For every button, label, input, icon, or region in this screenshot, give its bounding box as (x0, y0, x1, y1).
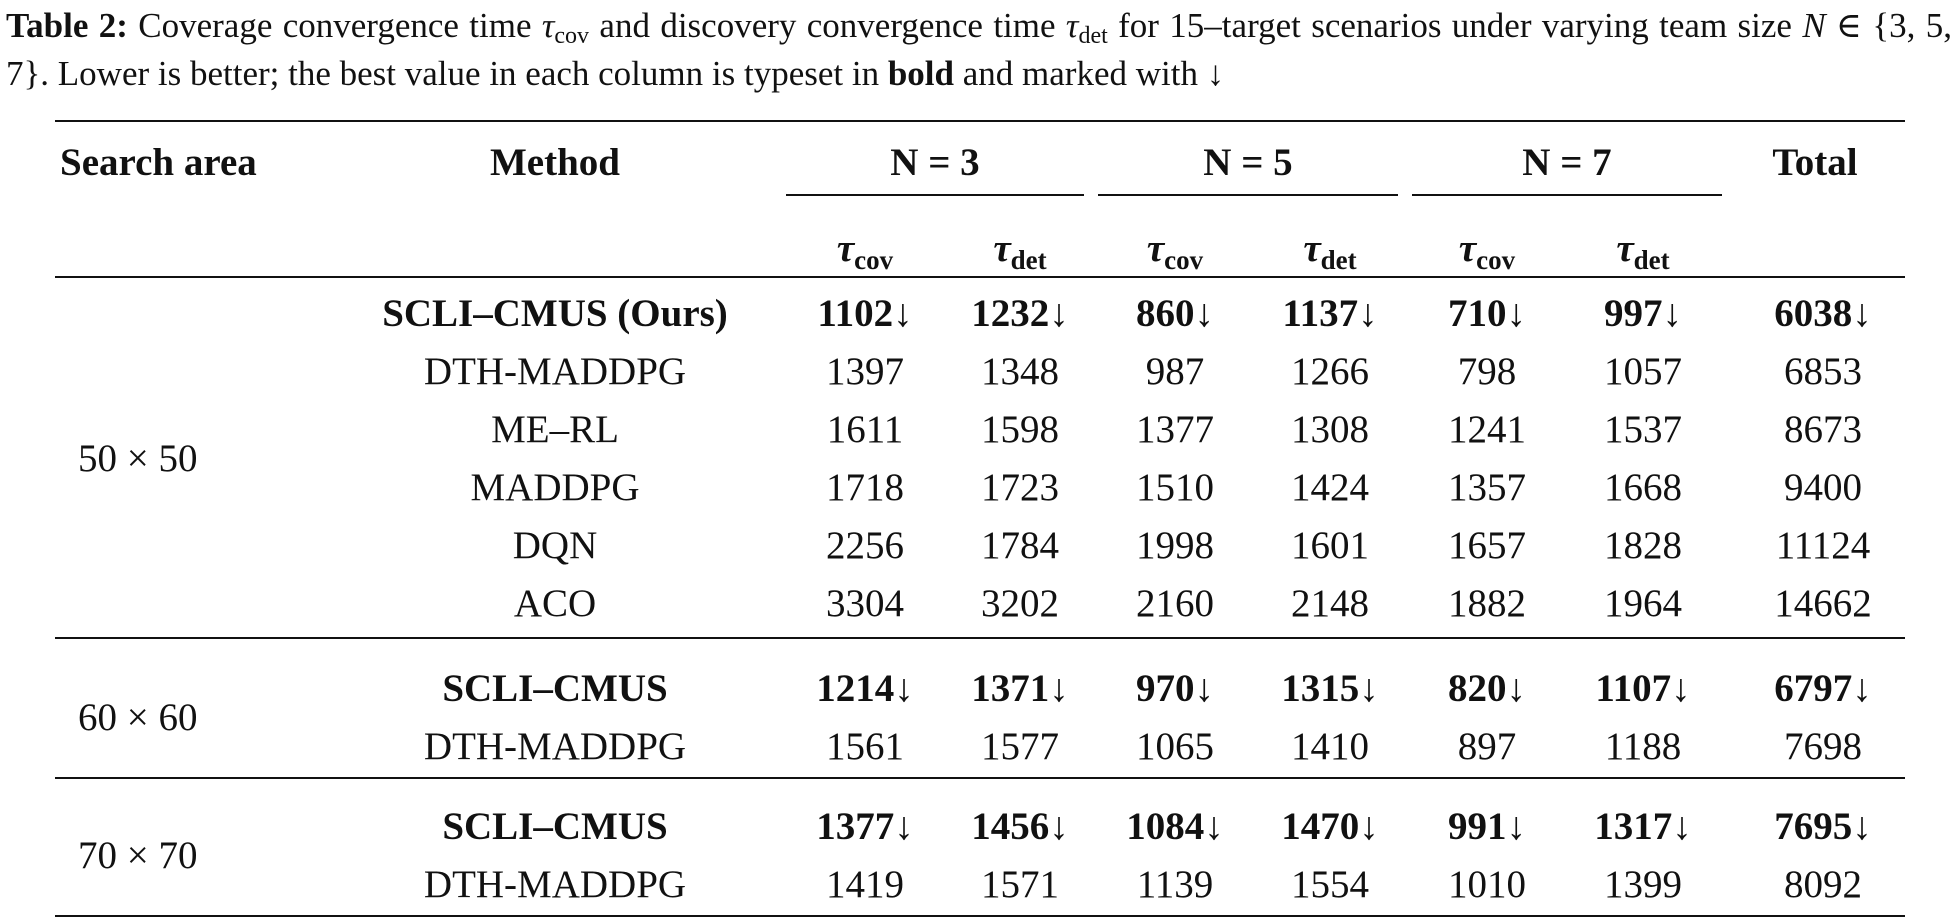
header-n7: N = 7 (1522, 141, 1612, 184)
method-name: MADDPG (470, 466, 640, 509)
metric-value: 860↓ (1136, 292, 1214, 335)
metric-value: 1718 (826, 466, 904, 509)
metric-value: 991↓ (1448, 805, 1526, 848)
subheader-tau-det (1568, 220, 1718, 278)
tau-symbol: τ (1146, 227, 1165, 270)
metric-value: 1317↓ (1594, 805, 1692, 848)
metric-value: 1657 (1448, 524, 1526, 567)
tau-subscript: cov (854, 245, 894, 275)
metric-value: 1571 (981, 863, 1059, 906)
metric-value: 1308 (1291, 408, 1369, 451)
metric-value: 1348 (981, 350, 1059, 393)
tau-subscript: cov (1476, 245, 1516, 275)
metric-value: 1377 (1136, 408, 1214, 451)
caption-text: and marked with ↓ (954, 54, 1225, 93)
subheader-tau-det (945, 220, 1095, 278)
tau-symbol: τ (993, 227, 1011, 270)
method-name: DTH-MADDPG (423, 350, 687, 393)
method-name: SCLI–CMUS (442, 805, 668, 848)
group-rule-2 (55, 777, 1905, 779)
metric-value: 1828 (1604, 524, 1682, 567)
total-value: 7695↓ (1774, 805, 1872, 848)
metric-value: 1139 (1136, 863, 1214, 906)
n7-cmidrule (1412, 194, 1722, 196)
total-value: 6853 (1784, 350, 1862, 393)
header-n3: N = 3 (890, 141, 980, 184)
method-name: ME–RL (491, 408, 619, 451)
metric-value: 2148 (1291, 582, 1369, 625)
total-value: 9400 (1784, 466, 1862, 509)
tau-subscript: det (1010, 245, 1047, 275)
subheader-tau-cov (790, 220, 940, 278)
metric-value: 1784 (981, 524, 1059, 567)
metric-value: 1998 (1136, 524, 1214, 567)
top-rule (55, 120, 1905, 122)
metric-value: 897 (1457, 725, 1517, 768)
metric-value: 1214↓ (816, 667, 914, 710)
header-search-area: Search area (60, 141, 257, 184)
tau-symbol: τ (1303, 227, 1321, 270)
metric-value: 1107↓ (1595, 667, 1691, 710)
n3-cmidrule (786, 194, 1084, 196)
tau-subscript: cov (1164, 245, 1204, 275)
subheader-tau-cov (1412, 220, 1562, 278)
header-total: Total (1772, 141, 1858, 184)
metric-value: 1399 (1604, 863, 1682, 906)
table-caption (6, 2, 1952, 98)
metric-value: 1010 (1448, 863, 1526, 906)
metric-value: 1577 (981, 725, 1059, 768)
metric-value: 1410 (1291, 725, 1369, 768)
metric-value: 1598 (981, 408, 1059, 451)
metric-value: 1554 (1291, 863, 1369, 906)
group-rule-1 (55, 637, 1905, 639)
metric-value: 1137↓ (1282, 292, 1378, 335)
metric-value: 1723 (981, 466, 1059, 509)
method-name: SCLI–CMUS (442, 667, 668, 710)
metric-value: 1084↓ (1126, 805, 1224, 848)
method-name: SCLI–CMUS (Ours) (382, 292, 728, 335)
metric-value: 1964 (1604, 582, 1682, 625)
tau-subscript: det (1320, 245, 1357, 275)
metric-value: 798 (1457, 350, 1517, 393)
subheader-tau-cov (1100, 220, 1250, 278)
metric-value: 710↓ (1448, 292, 1526, 335)
metric-value: 1537 (1604, 408, 1682, 451)
subheader-tau-det (1255, 220, 1405, 278)
total-value: 6797↓ (1774, 667, 1872, 710)
caption-tau-symbol: τ (541, 6, 555, 45)
metric-value: 1668 (1604, 466, 1682, 509)
metric-value: 1357 (1448, 466, 1526, 509)
metric-value: 1377↓ (816, 805, 914, 848)
metric-value: 1601 (1291, 524, 1369, 567)
caption-text: ∈ {3, 5, 7}. Lower is better; the best value in each column is typeset in (6, 6, 1952, 93)
metric-value: 1266 (1291, 350, 1369, 393)
search-area-label: 50 × 50 (78, 437, 198, 480)
metric-value: 3304 (826, 582, 904, 625)
caption-text: and discovery convergence time (589, 6, 1066, 45)
metric-value: 1057 (1604, 350, 1682, 393)
metric-value: 1232↓ (971, 292, 1069, 335)
caption-label: Table 2: (6, 6, 128, 45)
method-name: DQN (512, 524, 598, 567)
caption-n-variable: N (1802, 6, 1826, 45)
metric-value: 997↓ (1604, 292, 1682, 335)
tau-symbol: τ (836, 227, 855, 270)
metric-value: 820↓ (1448, 667, 1526, 710)
metric-value: 1510 (1136, 466, 1214, 509)
caption-det-subscript: det (1078, 23, 1108, 49)
metric-value: 1611 (826, 408, 904, 451)
search-area-label: 60 × 60 (78, 696, 198, 739)
metric-value: 1188 (1604, 725, 1682, 768)
total-value: 6038↓ (1774, 292, 1872, 335)
metric-value: 1456↓ (971, 805, 1069, 848)
caption-bold-word: bold (887, 54, 954, 93)
metric-value: 3202 (981, 582, 1059, 625)
tau-symbol: τ (1616, 227, 1634, 270)
total-value: 8092 (1784, 863, 1862, 906)
search-area-label: 70 × 70 (78, 834, 198, 877)
metric-value: 1371↓ (971, 667, 1069, 710)
metric-value: 1065 (1136, 725, 1214, 768)
caption-text: for 15–target scenarios under varying team size (1107, 6, 1803, 45)
method-name: DTH-MADDPG (423, 725, 687, 768)
metric-value: 1470↓ (1281, 805, 1379, 848)
metric-value: 1424 (1291, 466, 1369, 509)
metric-value: 1882 (1448, 582, 1526, 625)
metric-value: 1241 (1448, 408, 1526, 451)
total-value: 8673 (1784, 408, 1862, 451)
method-name: DTH-MADDPG (423, 863, 687, 906)
tau-subscript: det (1633, 245, 1670, 275)
total-value: 11124 (1775, 524, 1871, 567)
n5-cmidrule (1098, 194, 1398, 196)
caption-cov-subscript: cov (554, 23, 590, 49)
header-method: Method (490, 141, 620, 184)
caption-tau-symbol: τ (1065, 6, 1079, 45)
metric-value: 1315↓ (1281, 667, 1379, 710)
metric-value: 1561 (826, 725, 904, 768)
total-value: 7698 (1784, 725, 1862, 768)
metric-value: 1397 (826, 350, 904, 393)
method-name: ACO (513, 582, 597, 625)
metric-value: 2256 (826, 524, 904, 567)
metric-value: 1419 (826, 863, 904, 906)
total-value: 14662 (1774, 582, 1872, 625)
metric-value: 1102↓ (817, 292, 913, 335)
header-n5: N = 5 (1203, 141, 1293, 184)
metric-value: 2160 (1136, 582, 1214, 625)
metric-value: 987 (1145, 350, 1205, 393)
bottom-rule (55, 915, 1905, 917)
caption-text: Coverage convergence time (127, 6, 542, 45)
metric-value: 970↓ (1136, 667, 1214, 710)
tau-symbol: τ (1458, 227, 1477, 270)
